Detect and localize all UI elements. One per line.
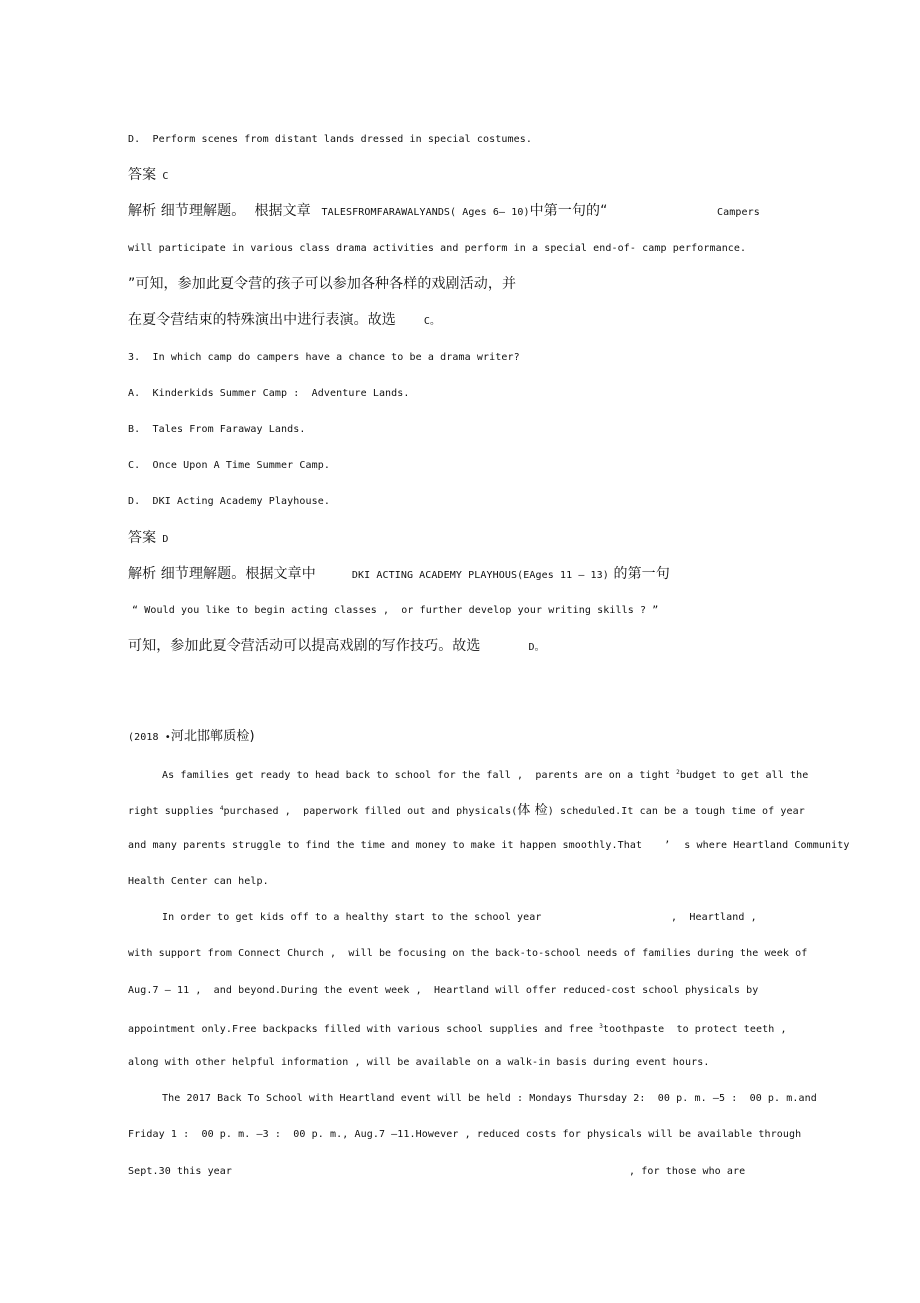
text-run: toothpaste to protect teeth , bbox=[603, 1024, 787, 1035]
option-d: D. DKI Acting Academy Playhouse. bbox=[128, 496, 330, 507]
option-d-line: D. Perform scenes from distant lands dressed in special costumes. bbox=[128, 134, 532, 145]
footnote-mark: 3 bbox=[599, 1023, 603, 1030]
answer-value: C bbox=[156, 171, 169, 182]
analysis-conclusion-choice: C。 bbox=[423, 316, 441, 327]
option-c: C. Once Upon A Time Summer Camp. bbox=[128, 460, 330, 471]
paragraph-2-line-3: Aug.7 — 11 , and beyond.During the event week , Heartland will offer reduced-cost school physicals by bbox=[128, 985, 759, 996]
analysis-ref: TALESFROMFARAWALYANDS( Ages 6— 10) bbox=[315, 207, 530, 218]
source-year: (2018 • bbox=[128, 732, 171, 743]
analysis-conclusion-3 bbox=[128, 637, 545, 657]
footnote-mark: 4 bbox=[219, 805, 224, 812]
paragraph-3-line-2: Friday 1 : 00 p. m. —3 : 00 p. m., Aug.7 —11.However , reduced costs for physicals will be available through bbox=[128, 1129, 802, 1140]
paragraph-3-line-3: Sept.30 this year bbox=[128, 1166, 233, 1177]
text-run: As families get ready to head back to school for the fall , parents are on a tight bbox=[162, 770, 677, 781]
analysis-quote-line: will participate in various class drama activities and perform in a special end-of- camp performance. bbox=[128, 243, 747, 254]
paragraph-2-line-5: along with other helpful information , will be available on a walk-in basis during event hours. bbox=[128, 1057, 710, 1068]
analysis-text: 解析 细节理解题。 根据文章 bbox=[128, 203, 316, 219]
text-run: ) scheduled.It can be a tough time of year bbox=[547, 806, 805, 817]
answer-label-2: 答案 bbox=[128, 530, 157, 546]
source-place: 河北邯郸质检) bbox=[170, 729, 255, 744]
footnote-mark: 2 bbox=[676, 769, 680, 776]
paragraph-2-line-2: with support from Connect Church , will be focusing on the back-to-school needs of families during the week of bbox=[128, 948, 808, 959]
answer-value-2: D bbox=[156, 534, 169, 545]
analysis-conclusion-1: ”可知，参加此夏令营的孩子可以参加各种各样的戏剧活动，并 bbox=[128, 276, 517, 292]
text-run: right supplies bbox=[128, 806, 220, 817]
paragraph-1-line-3 bbox=[128, 839, 850, 853]
analysis-conclusion-3-text: 可知，参加此夏令营活动可以提高戏剧的写作技巧。故选 bbox=[128, 638, 481, 654]
paragraph-1-line-2 bbox=[128, 802, 805, 820]
paragraph-3-line-3-end: , for those who are bbox=[629, 1166, 746, 1177]
option-a: A. Kinderkids Summer Camp : Adventure Lands. bbox=[128, 388, 410, 399]
analysis-text-2: 解析 细节理解题。根据文章中 bbox=[128, 566, 316, 582]
analysis-conclusion-text: 在夏令营结束的特殊演出中进行表演。故选 bbox=[128, 312, 396, 328]
text-run: 体 检 bbox=[517, 803, 548, 818]
text-run: s where Heartland Community bbox=[684, 840, 850, 851]
text-run: appointment only.Free backpacks filled with various school supplies and free bbox=[128, 1024, 600, 1035]
paragraph-2-line-4 bbox=[128, 1020, 787, 1037]
analysis-conclusion-2 bbox=[128, 311, 440, 331]
paragraph-1-line-4: Health Center can help. bbox=[128, 876, 269, 887]
question-3: 3. In which camp do campers have a chance to be a drama writer? bbox=[128, 352, 520, 363]
paragraph-2-line-1-end: , Heartland , bbox=[671, 912, 757, 923]
text-run: and many parents struggle to find the time and money to make it happen smoothly.That bbox=[128, 840, 643, 851]
paragraph-1-line-1 bbox=[162, 766, 808, 783]
analysis-line-2 bbox=[128, 565, 670, 585]
answer-line-2 bbox=[128, 529, 168, 549]
paragraph-3-line-1: The 2017 Back To School with Heartland event will be held : Mondays Thursday 2: 00 p. m. —5 : 00 p. m.and bbox=[162, 1093, 817, 1104]
analysis-campers: Campers bbox=[717, 207, 760, 218]
analysis-quote-2: “ Would you like to begin acting classes , or further develop your writing skills ? ” bbox=[132, 605, 659, 616]
text-run: purchased , paperwork filled out and physicals( bbox=[223, 806, 518, 817]
answer-line bbox=[128, 166, 168, 186]
text-run: ’ bbox=[664, 840, 671, 851]
analysis-quote-start: 中第一句的“ bbox=[529, 203, 608, 219]
source-line bbox=[128, 728, 255, 746]
option-b: B. Tales From Faraway Lands. bbox=[128, 424, 306, 435]
answer-label: 答案 bbox=[128, 167, 157, 183]
analysis-conclusion-3-choice: D。 bbox=[528, 642, 545, 653]
text-run: budget to get all the bbox=[679, 770, 809, 781]
analysis-ref-2: DKI ACTING ACADEMY PLAYHOUS(EAges 11 — 13) bbox=[351, 570, 609, 581]
paragraph-2-line-1: In order to get kids off to a healthy start to the school year bbox=[162, 912, 542, 923]
analysis-line bbox=[128, 202, 607, 222]
analysis-text-2b: 的第一句 bbox=[608, 566, 670, 582]
